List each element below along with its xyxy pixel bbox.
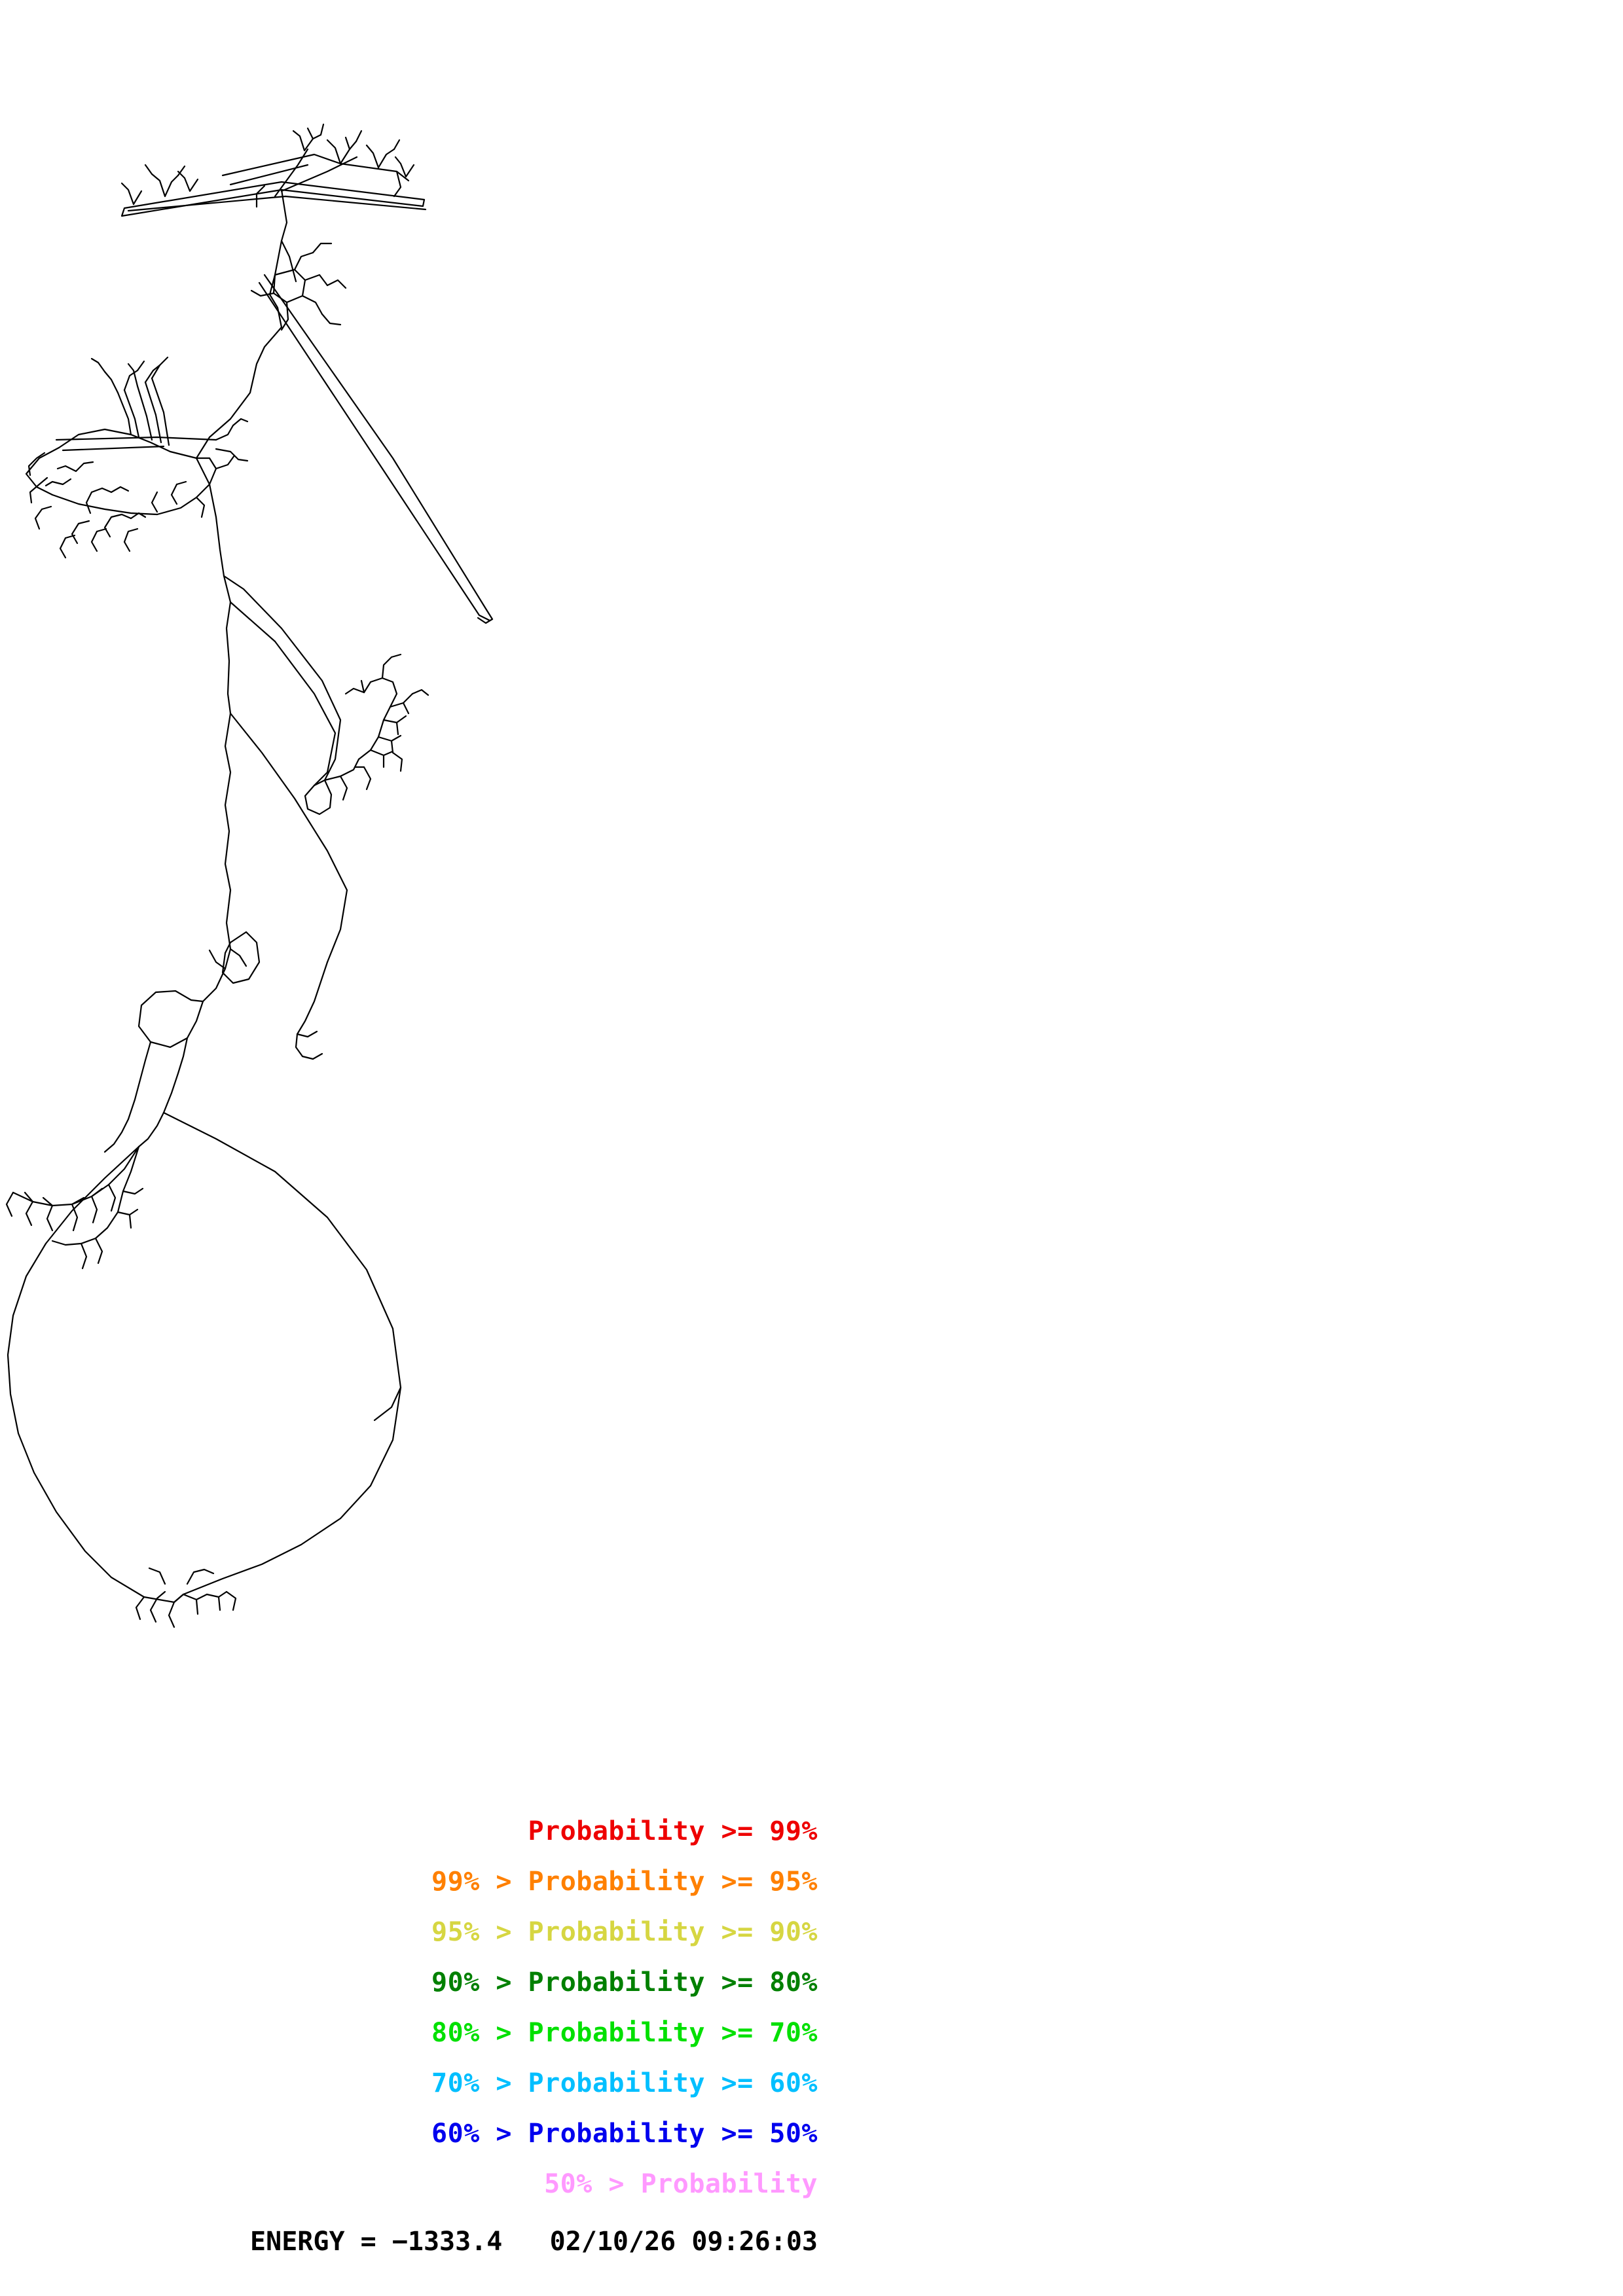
legend-row-90: 95% > Probability >= 90% [431,1917,818,1947]
legend-row-80: 90% > Probability >= 80% [431,1967,818,1998]
legend-row-60: 70% > Probability >= 60% [431,2068,818,2098]
energy-timestamp-footer: ENERGY = −1333.4 02/10/26 09:26:03 [250,2227,818,2257]
legend [0,1806,818,2257]
legend-row-99: Probability >= 99% [528,1816,818,1846]
structure-backbone [7,124,492,1627]
legend-row-95: 99% > Probability >= 95% [431,1867,818,1897]
legend-row-70: 80% > Probability >= 70% [431,2018,818,2048]
legend-row-50: 60% > Probability >= 50% [431,2119,818,2149]
legend-row-below-50: 50% > Probability [544,2169,818,2199]
